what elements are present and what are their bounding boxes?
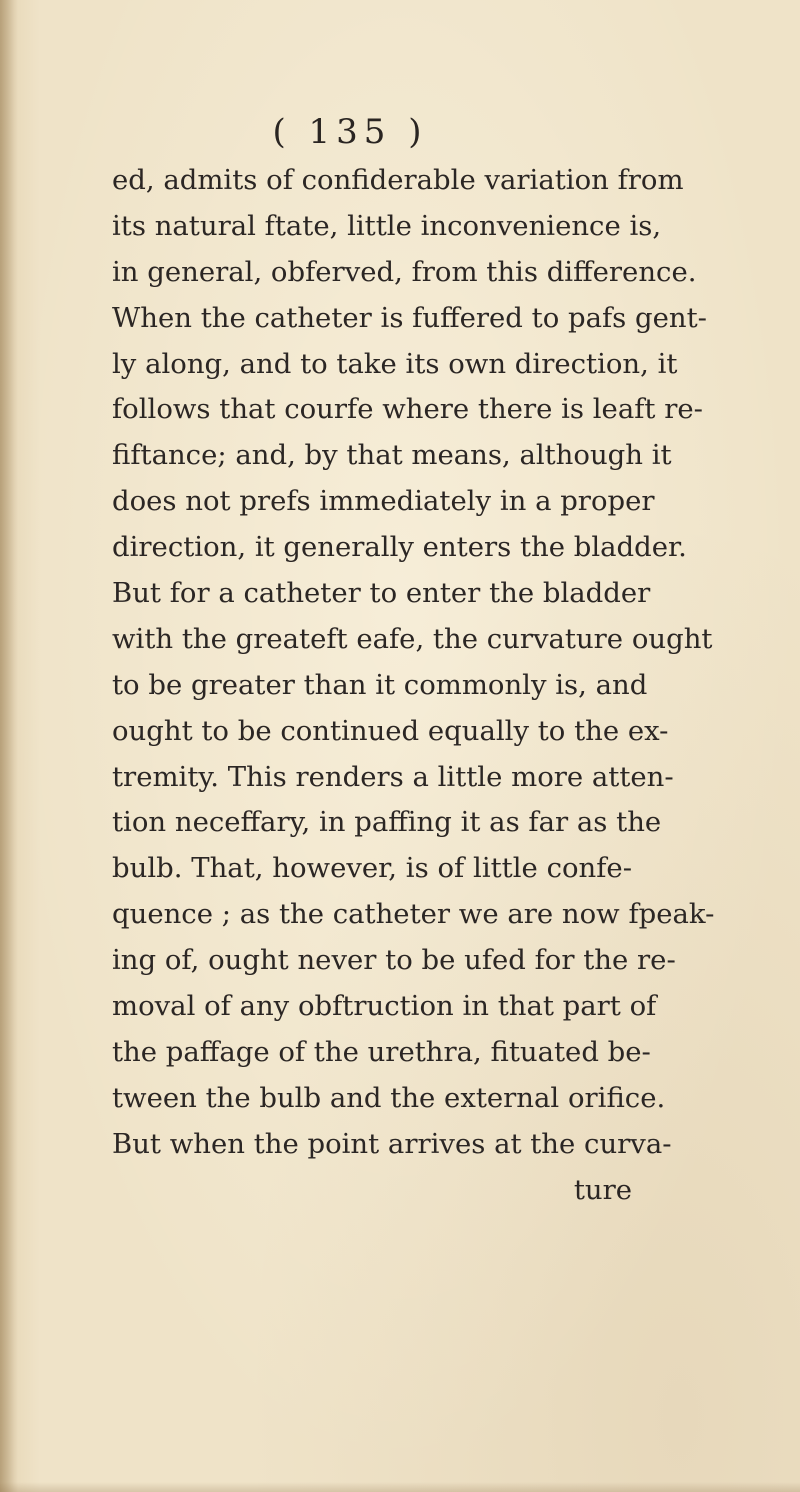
gutter-shadow [0,0,18,1492]
text-line: quence ; as the catheter we are now fpeak- [112,898,715,931]
page-number: ( 135 ) [272,112,428,152]
text-line: to be greater than it commonly is, and [112,668,648,701]
catchword: ture [573,1173,632,1206]
text-line: But for a catheter to enter the bladder [112,577,651,610]
text-line: bulb. That, however, is of little confe- [112,852,632,885]
text-line: with the greateft eafe, the curvature ought [112,622,713,655]
page-bottom-edge [0,1482,800,1492]
text-line: tion neceffary, in paffing it as far as the [112,806,662,839]
text-line: ought to be continued equally to the ex- [112,714,669,747]
text-line: ly along, and to take its own direction, it [112,347,678,380]
text-line: tremity. This renders a little more atten- [112,760,674,793]
text-line: does not prefs immediately in a proper [112,485,655,518]
text-line: the paffage of the urethra, fituated be- [112,1035,651,1068]
text-line: moval of any obftruction in that part of [112,990,657,1023]
text-line: But when the point arrives at the curva- [112,1127,672,1160]
text-line: fiftance; and, by that means, although it [112,439,672,472]
text-line: When the catheter is fuffered to pafs gent- [112,301,707,334]
body-text [112,158,715,1213]
text-line: its natural ftate, little inconvenience is, [112,209,662,242]
text-line: direction, it generally enters the bladder. [112,531,687,564]
text-line: ing of, ought never to be ufed for the re- [112,944,676,977]
text-line: ed, admits of confiderable variation from [112,164,684,196]
text-line: follows that courfe where there is leaft re- [112,393,703,426]
text-line: tween the bulb and the external orifice. [112,1081,666,1114]
text-line: in general, obferved, from this difference. [112,255,697,288]
